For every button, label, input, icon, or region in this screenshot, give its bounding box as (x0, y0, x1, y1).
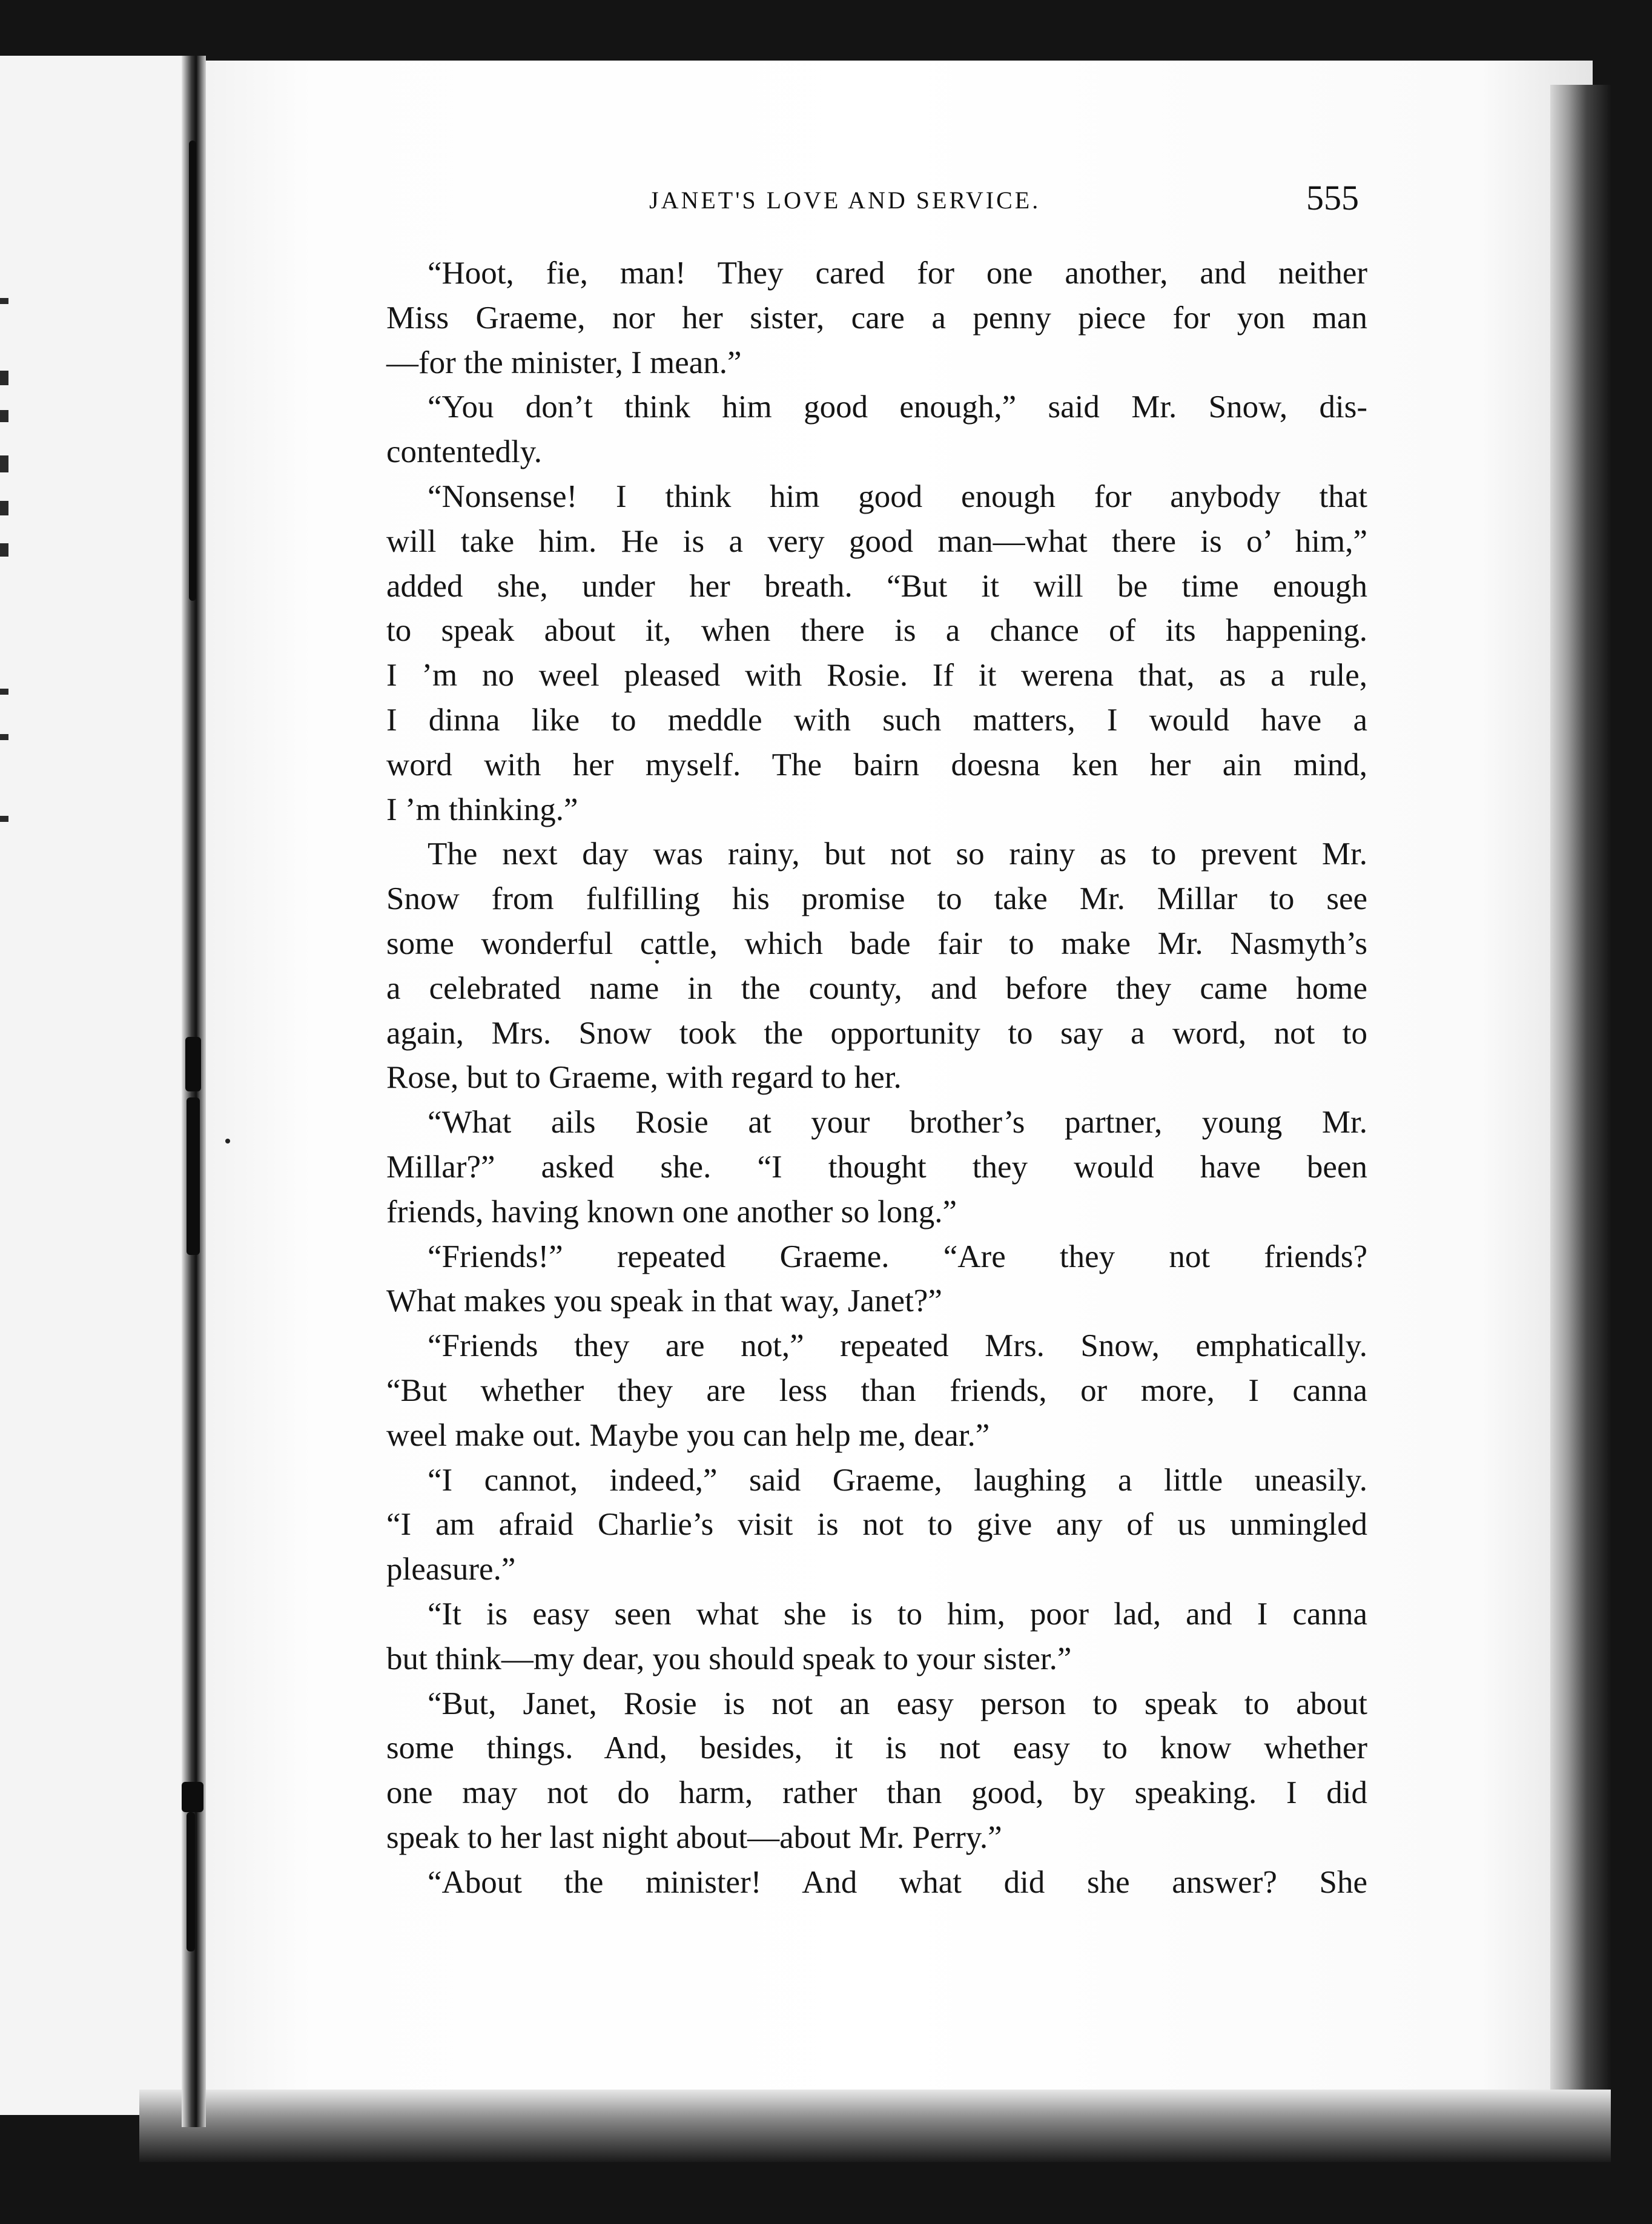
text-line: again, Mrs. Snow took the opportunity to say a word, not to (386, 1015, 1367, 1051)
text-line: added she, under her breath. “But it will be time enough (386, 568, 1367, 604)
text-line: one may not do harm, rather than good, by speaking. I did (386, 1775, 1367, 1811)
running-title: JANET'S LOVE AND SERVICE. (649, 187, 1041, 214)
body-text (386, 251, 1367, 1905)
binding-gutter (182, 56, 206, 2127)
text-line: a celebrated name in the county, and before they came home (386, 970, 1367, 1006)
page-bottom-shadow (139, 2090, 1611, 2162)
text-line: some wonderful cattle, which bade fair to make Mr. Nasmyth’s (386, 925, 1367, 961)
text-line: Rose, but to Graeme, with regard to her. (386, 1060, 902, 1096)
running-head (0, 118, 1652, 217)
text-line: “I am afraid Charlie’s visit is not to give any of us unmingled (386, 1507, 1367, 1543)
text-line: to speak about it, when there is a chance of its happening. (386, 613, 1367, 649)
ink-speck (225, 1139, 230, 1143)
text-line: “Friends they are not,” repeated Mrs. Snow, emphatically. (428, 1328, 1367, 1364)
text-line: “You don’t think him good enough,” said Mr. Snow, dis- (428, 389, 1367, 425)
text-line: “I cannot, indeed,” said Graeme, laughing a little uneasily. (428, 1462, 1367, 1498)
text-line: friends, having known one another so long.” (386, 1194, 957, 1229)
text-line: —for the minister, I mean.” (386, 345, 742, 380)
text-line: “Hoot, fie, man! They cared for one another, and neither (428, 256, 1367, 291)
text-line: “About the minister! And what did she answer? She (428, 1864, 1367, 1900)
text-line: “What ails Rosie at your brother’s partner, young Mr. (428, 1105, 1367, 1140)
text-line: speak to her last night about—about Mr. Perry.” (386, 1819, 1002, 1855)
text-line: pleasure.” (386, 1552, 516, 1587)
text-line: “Nonsense! I think him good enough for anybody that (428, 478, 1367, 514)
text-line: “It is easy seen what she is to him, poor lad, and I canna (428, 1596, 1367, 1632)
page-number: 555 (1306, 178, 1359, 217)
text-line: “Friends!” repeated Graeme. “Are they not friends? (428, 1239, 1367, 1274)
text-line: Miss Graeme, nor her sister, care a penny piece for yon man (386, 300, 1367, 336)
text-line: I ’m thinking.” (386, 792, 578, 827)
text-line: I ’m no weel pleased with Rosie. If it werena that, as a rule, (386, 658, 1367, 693)
text-line: word with her myself. The bairn doesna ken her ain mind, (386, 747, 1367, 783)
text-line: “But, Janet, Rosie is not an easy person to speak to about (428, 1686, 1367, 1721)
text-line: I dinna like to meddle with such matters, I would have a (386, 702, 1367, 738)
text-line: “But whether they are less than friends, or more, I canna (386, 1372, 1367, 1408)
page-edge-shadow (1550, 85, 1611, 2120)
text-line: will take him. He is a very good man—what there is o’ him,” (386, 523, 1367, 559)
text-line: some things. And, besides, it is not easy to know whether (386, 1730, 1367, 1766)
text-line: but think—my dear, you should speak to your sister.” (386, 1641, 1072, 1676)
text-line: Millar?” asked she. “I thought they would have been (386, 1149, 1367, 1185)
text-line: The next day was rainy, but not so rainy as to prevent Mr. (428, 836, 1367, 872)
facing-page-edge (0, 56, 200, 2115)
text-line: weel make out. Maybe you can help me, dear.” (386, 1417, 990, 1453)
text-line: What makes you speak in that way, Janet?” (386, 1283, 942, 1319)
text-line: contentedly. (386, 434, 543, 470)
text-line: Snow from fulfilling his promise to take Mr. Millar to see (386, 881, 1367, 917)
